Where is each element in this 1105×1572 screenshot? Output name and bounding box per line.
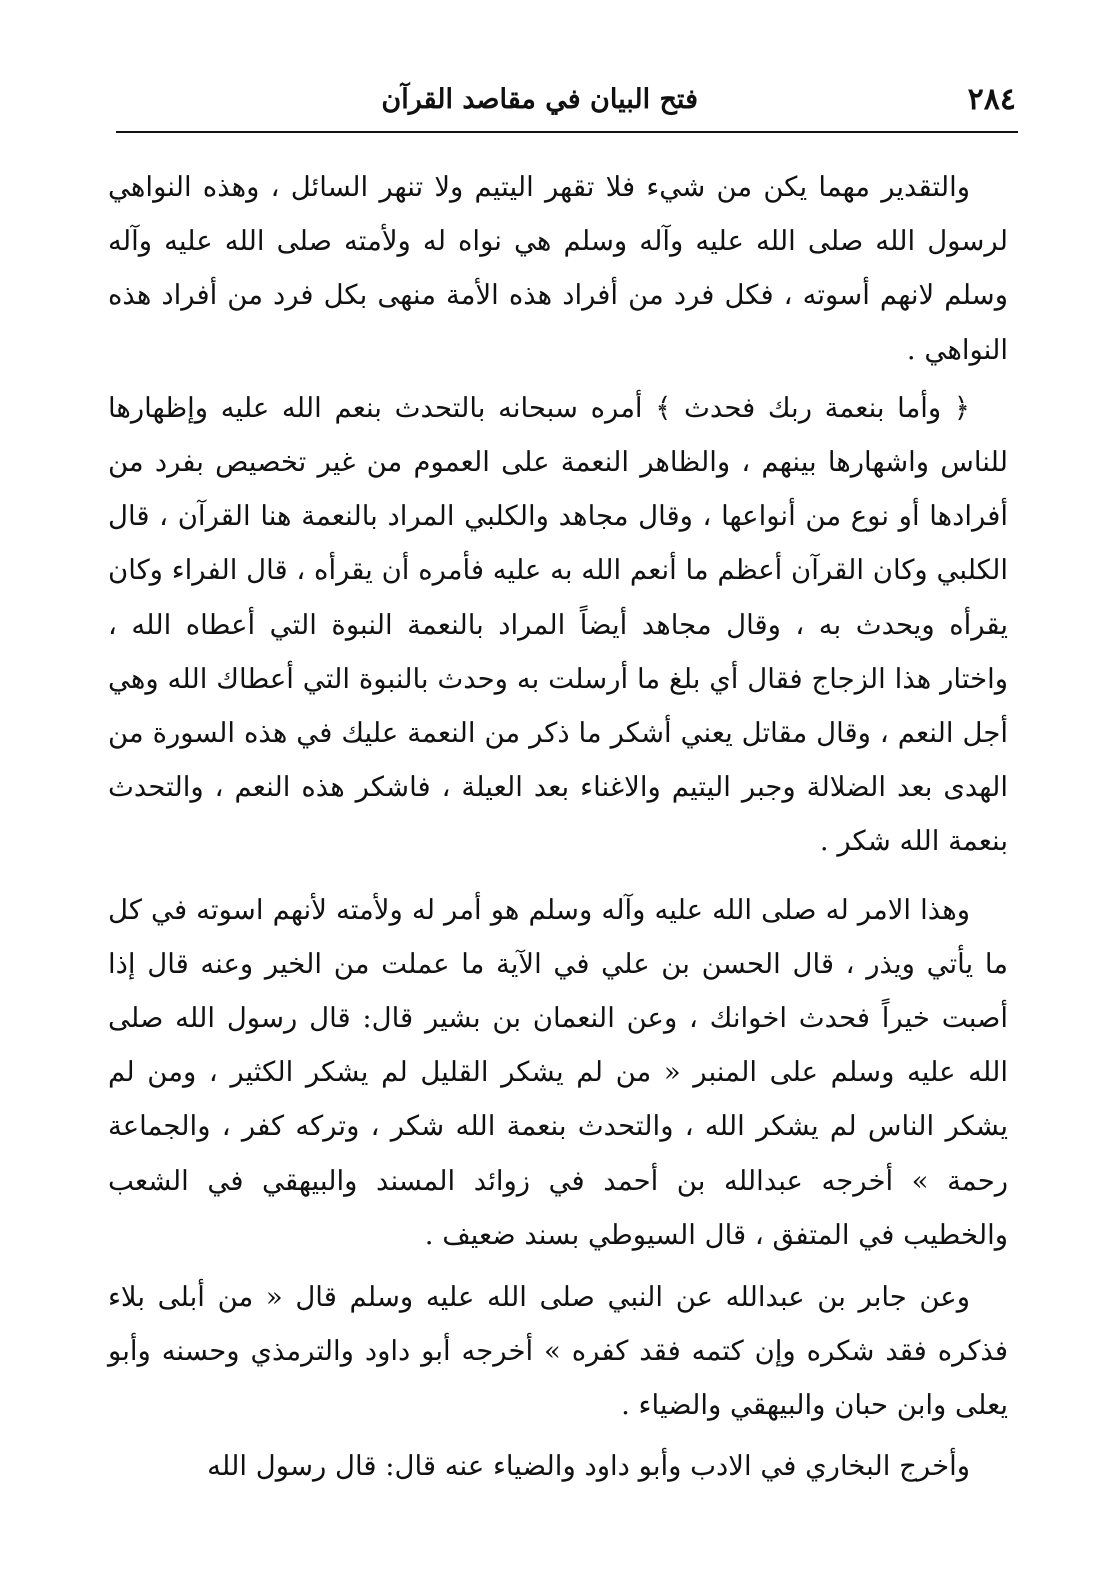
paragraph-2-quran-verse-commentary: ﴿ وأما بنعمة ربك فحدث ﴾ أمره سبحانه بالتحدث بنعم الله عليه وإظهارها للناس واشهارها بينهم ، والظاهر النعمة على العموم من غير تخصيص بفرد من أفرادها أو نوع من أنواعها ، وقال مجاهد والكلبي المراد بالنعمة هنا القرآن ، قال الكلبي وكان القرآن أعظم ما أنعم الله به عليه فأمره أن يقرأه ، قال الفراء وكان يقرأه ويحدث به ، وقال مجاهد أيضاً المراد بالنعمة النبوة التي أعطاه الله ، واختار هذا الزجاج فقال أي بلغ ما أرسلت به وحدث بالنبوة التي أعطاك الله وهي أجل النعم ، وقال مقاتل يعني أشكر ما ذكر من النعمة عليك في هذه السورة من الهدى بعد الضلالة وجبر اليتيم والاغناء بعد العيلة ، فاشكر هذه النعم ، والتحدث بنعمة الله شكر . <box>108 391 1008 858</box>
paragraph-5: وأخرج البخاري في الادب وأبو داود والضياء عنه قال: قال رسول الله <box>207 1449 970 1482</box>
paragraph-4: وعن جابر بن عبدالله عن النبي صلى الله عليه وسلم قال « من أبلى بلاء فذكره فقد شكره وإن كتمه فقد كفره » أخرجه أبو داود والترمذي وحسنه وأبو يعلى وابن حبان والبيهقي والضياء . <box>108 1281 1008 1422</box>
page-header <box>116 80 1016 124</box>
paragraph-3: وهذا الامر له صلى الله عليه وآله وسلم هو أمر له ولأمته لأنهم اسوته في كل ما يأتي ويذر ، قال الحسن بن علي في الآية ما عملت من الخير وعنه قال إذا أصبت خيراً فحدث اخوانك ، وعن النعمان بن بشير قال: قال رسول الله صلى الله عليه وسلم على المنبر « من لم يشكر القليل لم يشكر الكثير ، ومن لم يشكر الناس لم يشكر الله ، والتحدث بنعمة الله شكر ، وتركه كفر ، والجماعة رحمة » أخرجه عبدالله بن أحمد في زوائد المسند والبيهقي في الشعب والخطيب في المتفق ، قال السيوطي بسند ضعيف . <box>108 893 1008 1251</box>
book-title: فتح البيان في مقاصد القرآن <box>381 84 698 115</box>
page-body <box>108 160 1008 1493</box>
paragraph-1: والتقدير مهما يكن من شيء فلا تقهر اليتيم ولا تنهر السائل ، وهذه النواهي لرسول الله صلى الله عليه وآله وسلم هي نواه له ولأمته صلى الله عليه وآله وسلم لانهم أسوته ، فكل فرد من أفراد هذه الأمة منهى بكل فرد من أفراد هذه النواهي . <box>108 171 1008 366</box>
page-number: ٢٨٤ <box>967 82 1016 117</box>
header-divider <box>116 131 1018 133</box>
